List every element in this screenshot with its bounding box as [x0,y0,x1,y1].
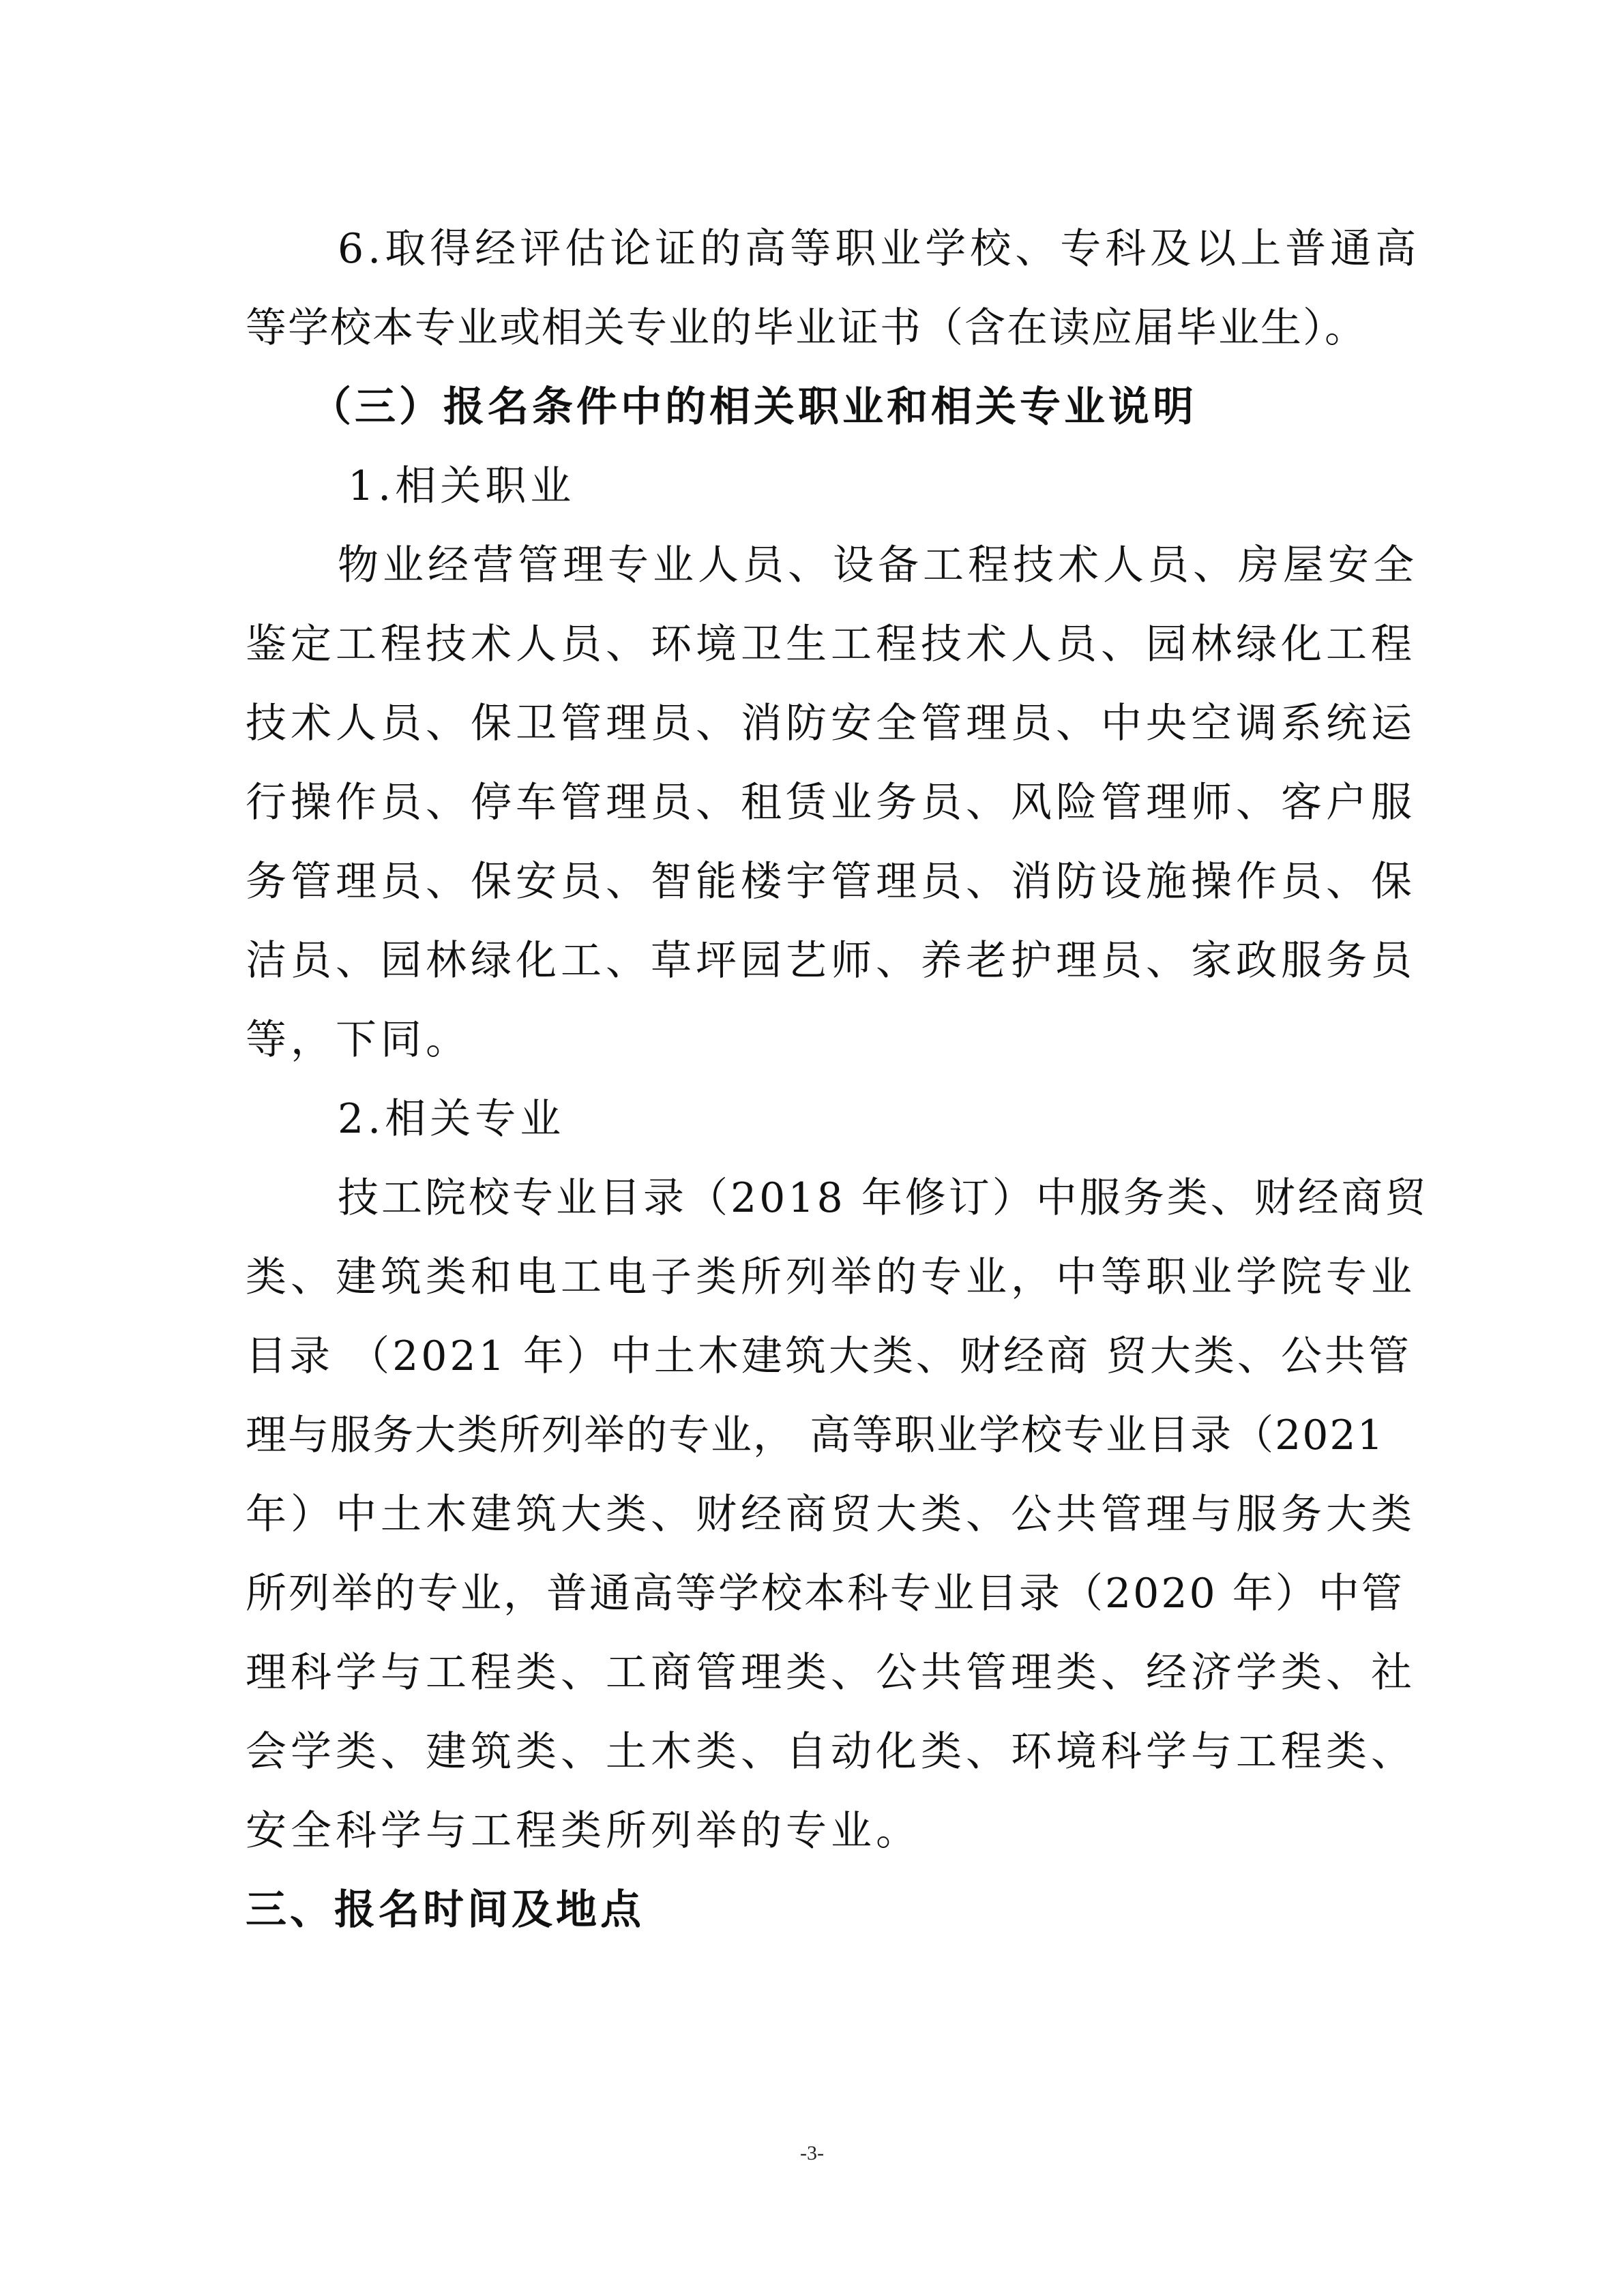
paragraph-line-majors-3: 目录 （2021 年）中土木建筑大类、财经商 贸大类、公共管 [246,1332,1412,1380]
paragraph-line-occupations-1: 物业经营管理专业人员、设备工程技术人员、房屋安全 [338,541,1418,589]
subheading-related-occupations: 1.相关职业 [348,462,576,510]
paragraph-line-occupations-4: 行操作员、停车管理员、租赁业务员、风险管理师、客户服 [246,779,1416,826]
paragraph-line-occupations-2: 鉴定工程技术人员、环境卫生工程技术人员、园林绿化工程 [246,621,1416,668]
section-heading-related-occupations-majors: （三）报名条件中的相关职业和相关专业说明 [310,383,1197,431]
paragraph-line-occupations-7: 等，下同。 [246,1016,471,1064]
paragraph-line-occupations-5: 务管理员、保安员、智能楼宇管理员、消防设施操作员、保 [246,858,1416,906]
paragraph-line-majors-1: 技工院校专业目录（2018 年修订）中服务类、财经商贸 [338,1174,1429,1222]
paragraph-line-occupations-6: 洁员、园林绿化工、草坪园艺师、养老护理员、家政服务员 [246,937,1416,985]
paragraph-line-item-6-end: 等学校本专业或相关专业的毕业证书（含在读应届毕业生）。 [246,304,1367,352]
paragraph-line-majors-9: 安全科学与工程类所列举的专业。 [246,1807,921,1855]
paragraph-line-majors-4: 理与服务大类所列举的专业， 高等职业学校专业目录（2021 [246,1412,1385,1459]
paragraph-line-majors-2: 类、建筑类和电工电子类所列举的专业，中等职业学院专业 [246,1253,1416,1301]
paragraph-line-item-6-start: 6.取得经评估论证的高等职业学校、专科及以上普通高 [338,225,1421,273]
paragraph-line-majors-7: 理科学与工程类、工商管理类、公共管理类、经济学类、社 [246,1649,1416,1697]
paragraph-line-majors-8: 会学类、建筑类、土木类、自动化类、环境科学与工程类、 [246,1728,1416,1776]
paragraph-line-majors-6: 所列举的专业，普通高等学校本科专业目录（2020 年）中管 [246,1570,1404,1617]
paragraph-line-occupations-3: 技术人员、保卫管理员、消防安全管理员、中央空调系统运 [246,700,1416,747]
page-number: -3- [800,2142,824,2164]
section-heading-registration-time-place: 三、报名时间及地点 [246,1886,645,1934]
paragraph-line-majors-5: 年）中土木建筑大类、财经商贸大类、公共管理与服务大类 [246,1491,1416,1538]
subheading-related-majors: 2.相关专业 [338,1095,565,1143]
